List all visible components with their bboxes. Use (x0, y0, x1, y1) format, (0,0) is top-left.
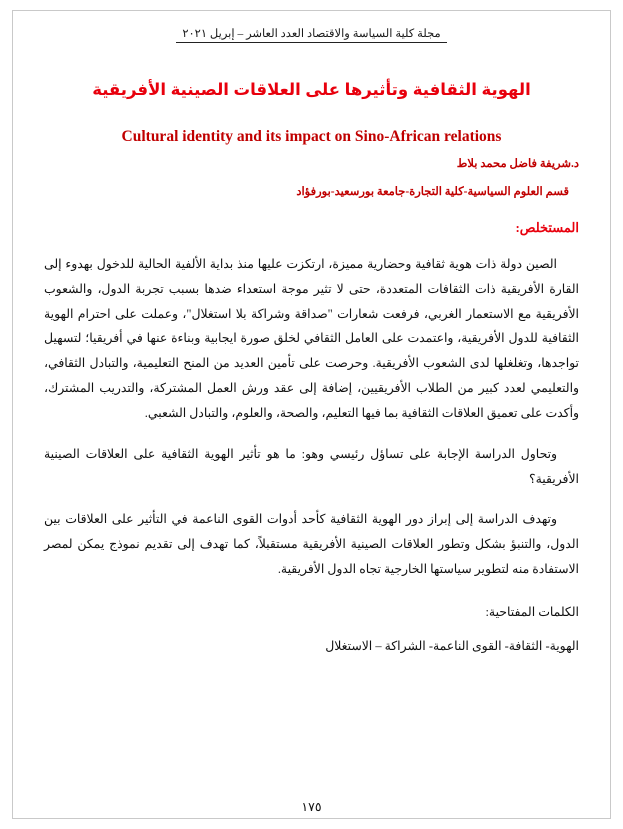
author-name: د.شريفة فاضل محمد بلاط (456, 158, 579, 170)
abstract-paragraph-2: وتحاول الدراسة الإجابة على تساؤل رئيسي وهو: ما هو تأثير الهوية الثقافية على العلاقات الصينية الأفريقية؟ (44, 446, 579, 486)
abstract-paragraph-3: وتهدف الدراسة إلى إبراز دور الهوية الثقافية كأحد أدوات القوى الناعمة في التأثير على العلاقات بين الدول، والتنبؤ بشكل وتطور العلاقات الصينية الأفريقية مستقبلاً، كما تهدف إلى تقديم نموذج يمكن لمصر الاستفادة منه لتطوير سياستها الخارجية تجاه الدول الأفريقية. (44, 512, 579, 576)
author-affiliation: قسم العلوم السياسية-كلية التجارة-جامعة بورسعيد-بورفؤاد (296, 186, 569, 198)
page-title-english: Cultural identity and its impact on Sino-African relations (121, 128, 502, 145)
running-header-text: مجلة كلية السياسة والاقتصاد العدد العاشر – إبريل ٢٠٢١ (176, 26, 446, 43)
page-title-arabic: الهوية الثقافية وتأثيرها على العلاقات الصينية الأفريقية (92, 81, 531, 99)
abstract-paragraph-1: الصين دولة ذات هوية ثقافية وحضارية مميزة، ارتكزت عليها منذ بداية الألفية الحالية للدخول بهدوء إلى القارة الأفريقية ذات الثقافات المتعددة، حتى لا تثير موجة استعداء ضدها بسبب تجربة الدول، والشعوب الأفريقية مع الاستعمار الغربي، فرفعت شعارات "صداقة وشراكة بلا استغلال"، وعملت على احترام الهوية الثقافية للدول الأفريقية، واعتمدت على العامل الثقافي لخلق صورة ايجابية وبناءة عنها في أفريقيا؛ لتسهيل تواجدها، وتغلغلها لدى الشعوب الأفريقية. وحرصت على تأمين العديد من المنح التعليمية، والتبادل الثقافي، والتعليمي لعدد كبير من الطلاب الأفريقيين، إضافة إلى عقد ورش العمل المشتركة، والتدريب المشترك، وأكدت على تعميق العلاقات الثقافية بما فيها التعليم، والصحة، والعلوم، والتبادل الشعبي. (44, 257, 579, 420)
abstract-heading: المستخلص: (515, 220, 579, 235)
keywords-list: الهوية- الثقافة- القوى الناعمة- الشراكة – الاستغلال (325, 638, 579, 653)
running-header (44, 26, 579, 46)
keywords-label: الكلمات المفتاحية: (485, 604, 579, 619)
page-number: ١٧٥ (301, 800, 322, 814)
page-content (44, 26, 579, 811)
